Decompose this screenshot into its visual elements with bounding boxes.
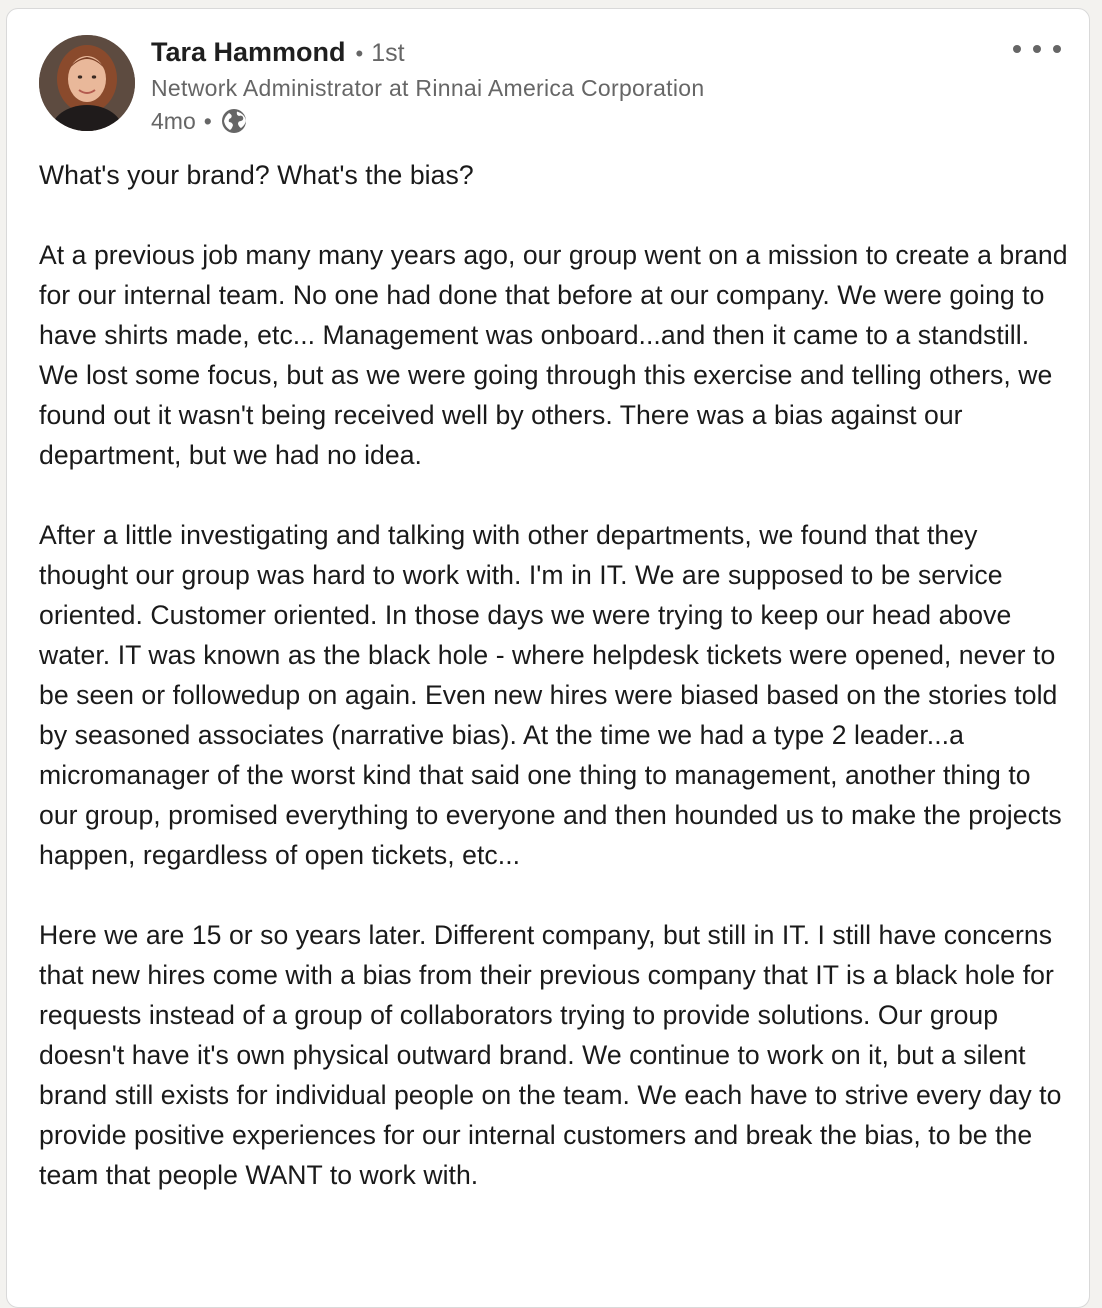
post-paragraph: After a little investigating and talking with other departments, we found that they thought our group was hard to work with. I'm in IT. We are supposed to be service oriented. Customer oriented. In those days we were trying to keep our head above water. IT was known as the black hole - where helpdesk tickets were opened, never to be seen or followedup on again. Even new hires were biased based on the stories told by seasoned associates (narrative bias). At the time we had a type 2 leader...a micromanager of the worst kind that said one thing to management, another thing to our group, promised everything to everyone and then hounded us to make the projects happen, regardless of open tickets, etc... bbox=[39, 520, 1062, 870]
post-paragraph: What's your brand? What's the bias? bbox=[39, 160, 474, 190]
author-headline: Network Administrator at Rinnai America Corporation bbox=[151, 75, 705, 101]
post-time[interactable]: 4mo bbox=[151, 107, 196, 134]
more-horizontal-icon bbox=[1013, 45, 1021, 53]
globe-icon bbox=[220, 107, 248, 135]
author-name[interactable]: Tara Hammond bbox=[151, 37, 346, 67]
separator-dot: • bbox=[355, 41, 364, 66]
avatar[interactable] bbox=[39, 35, 135, 131]
post-card bbox=[6, 8, 1090, 1308]
post-paragraph: At a previous job many many years ago, our group went on a mission to create a brand for our internal team. No one had done that before at our company. We were going to have shirts made, etc... Management was onboard...and then it came to a standstill. We lost some focus, but as we were going through this exercise and telling others, we found out it wasn't being received well by others. There was a bias against our department, but we had no idea. bbox=[39, 240, 1068, 470]
author-row bbox=[151, 37, 405, 68]
connection-degree: 1st bbox=[371, 39, 405, 67]
post-paragraph: Here we are 15 or so years later. Different company, but still in IT. I still have concerns that new hires come with a bias from their previous company that IT is a black hole for requests instead of a group of collaborators trying to provide solutions. Our group doesn't have it's own physical outward brand. We continue to work on it, but a silent brand still exists for individual people on the team. We each have to strive every day to provide positive experiences for our internal customers and break the bias, to be the team that people WANT to work with. bbox=[39, 920, 1062, 1190]
separator-dot: • bbox=[203, 107, 212, 134]
post-text bbox=[39, 155, 1069, 1235]
post-meta bbox=[151, 107, 248, 135]
more-options-button[interactable] bbox=[1013, 37, 1061, 61]
profile-photo bbox=[39, 35, 135, 131]
